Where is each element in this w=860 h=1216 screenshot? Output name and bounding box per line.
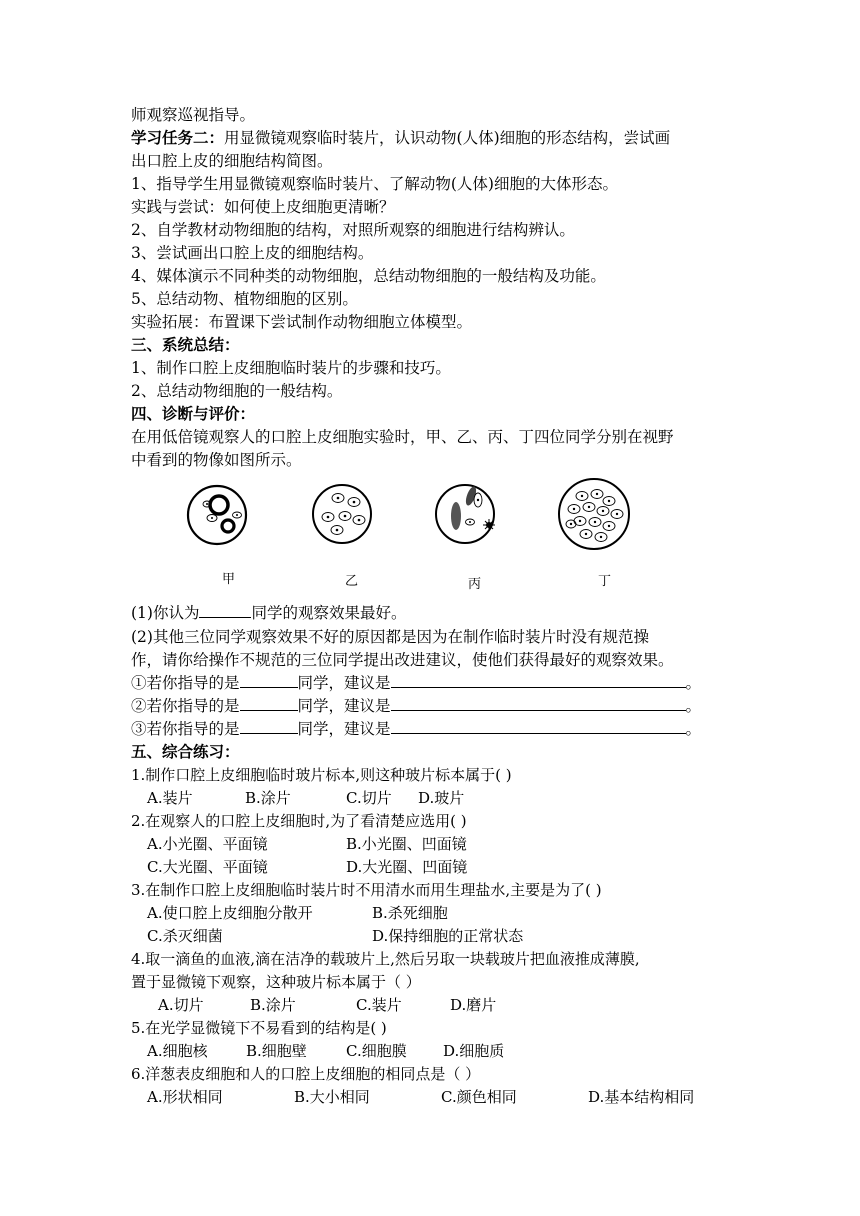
suggestion-end: 。 <box>685 720 702 738</box>
exercise-1-option-b: B.涂片 <box>245 789 291 807</box>
exercise-3-option-d: D.保持细胞的正常状态 <box>372 927 524 945</box>
suggestion-mid: 同学，建议是 <box>297 697 391 715</box>
suggestion-blank[interactable] <box>391 696 686 711</box>
student-blank[interactable] <box>240 719 298 734</box>
question-1 <box>131 602 406 624</box>
suggestion-prefix: ①若你指导的是 <box>131 674 240 692</box>
question-2-line-1: (2)其他三位同学观察效果不好的原因都是因为在制作临时装片时没有规范操 <box>131 628 649 646</box>
text-line: 中看到的物像如图所示。 <box>131 451 302 469</box>
exercise-1-option-d: D.玻片 <box>418 789 465 807</box>
text-line: 1、制作口腔上皮细胞临时装片的步骤和技巧。 <box>131 359 451 377</box>
suggestion-prefix: ②若你指导的是 <box>131 697 240 715</box>
exercise-2-option-c: C.大光圈、平面镜 <box>147 858 268 876</box>
task-two-text: 用显微镜观察临时装片，认识动物(人体)细胞的形态结构，尝试画 <box>224 129 671 147</box>
text-line: 4、媒体演示不同种类的动物细胞，总结动物细胞的一般结构及功能。 <box>131 267 606 285</box>
text-line: 5、总结动物、植物细胞的区别。 <box>131 290 358 308</box>
suggestion-mid: 同学，建议是 <box>297 720 391 738</box>
suggestion-1 <box>131 672 701 694</box>
section-heading-3: 三、系统总结： <box>131 335 240 354</box>
suggestion-blank[interactable] <box>391 673 686 688</box>
exercise-6: 6.洋葱表皮细胞和人的口腔上皮细胞的相同点是（ ） <box>131 1065 481 1083</box>
exercise-4-option-b: B.涂片 <box>250 996 296 1014</box>
figure-label-jia: 甲 <box>222 572 236 587</box>
view-jia <box>188 486 246 544</box>
exercise-3-option-c: C.杀灭细菌 <box>147 927 223 945</box>
text-line: 1、指导学生用显微镜观察临时装片、了解动物(人体)细胞的大体形态。 <box>131 175 618 193</box>
text-line: 实践与尝试：如何使上皮细胞更清晰？ <box>131 198 395 216</box>
suggestion-prefix: ③若你指导的是 <box>131 720 240 738</box>
exercise-3-option-b: B.杀死细胞 <box>372 904 448 922</box>
exercise-5-option-b: B.细胞壁 <box>246 1042 307 1060</box>
exercise-6-option-b: B.大小相同 <box>294 1088 370 1106</box>
exercise-2-option-d: D.大光圈、凹面镜 <box>346 858 468 876</box>
suggestion-end: 。 <box>685 674 702 692</box>
exercise-6-option-a: A.形状相同 <box>147 1088 223 1106</box>
exercise-4-line-1: 4.取一滴鱼的血液,滴在洁净的载玻片上,然后另取一块载玻片把血液推成薄膜, <box>131 950 640 968</box>
section-heading-5: 五、综合练习： <box>131 742 240 761</box>
exercise-3-option-a: A.使口腔上皮细胞分散开 <box>147 904 313 922</box>
text-line: 实验拓展：布置课下尝试制作动物细胞立体模型。 <box>131 313 473 331</box>
student-blank[interactable] <box>240 696 298 711</box>
text-line: 出口腔上皮的细胞结构简图。 <box>131 152 333 170</box>
text-line: 师观察巡视指导。 <box>131 106 256 124</box>
exercise-2: 2.在观察人的口腔上皮细胞时,为了看清楚应选用( ) <box>131 812 467 830</box>
exercise-6-option-d: D.基本结构相同 <box>588 1088 695 1106</box>
text-line: 在用低倍镜观察人的口腔上皮细胞实验时，甲、乙、丙、丁四位同学分别在视野 <box>131 428 674 446</box>
figure-label-bing: 丙 <box>468 577 482 592</box>
figure-label-yi: 乙 <box>345 574 359 589</box>
answer-blank[interactable] <box>199 603 251 618</box>
student-blank[interactable] <box>240 673 298 688</box>
exercise-3: 3.在制作口腔上皮细胞临时装片时不用清水而用生理盐水,主要是为了( ) <box>131 881 602 899</box>
exercise-6-option-c: C.颜色相同 <box>441 1088 517 1106</box>
suggestion-end: 。 <box>685 697 702 715</box>
exercise-5-option-c: C.细胞膜 <box>346 1042 407 1060</box>
question-1-prefix: (1)你认为 <box>131 604 200 622</box>
exercise-1: 1.制作口腔上皮细胞临时玻片标本,则这种玻片标本属于( ) <box>131 766 512 784</box>
exercise-4-option-a: A.切片 <box>158 996 204 1014</box>
figure-label-ding: 丁 <box>598 574 612 589</box>
text-line: 2、总结动物细胞的一般结构。 <box>131 382 343 400</box>
question-2-line-2: 作，请你给操作不规范的三位同学提出改进建议，使他们获得最好的观察效果。 <box>131 651 674 669</box>
section-heading-4: 四、诊断与评价： <box>131 404 256 423</box>
view-bing <box>436 485 495 543</box>
view-yi <box>313 485 371 543</box>
exercise-5-option-a: A.细胞核 <box>147 1042 208 1060</box>
task-two-heading: 学习任务二： <box>131 128 225 147</box>
exercise-1-option-c: C.切片 <box>346 789 392 807</box>
question-1-suffix: 同学的观察效果最好。 <box>251 604 407 622</box>
suggestion-blank[interactable] <box>391 719 686 734</box>
exercise-2-option-a: A.小光圈、平面镜 <box>147 835 268 853</box>
exercise-2-option-b: B.小光圈、凹面镜 <box>346 835 467 853</box>
text-line: 2、自学教材动物细胞的结构，对照所观察的细胞进行结构辨认。 <box>131 221 575 239</box>
view-ding <box>559 479 629 549</box>
suggestion-mid: 同学，建议是 <box>297 674 391 692</box>
exercise-1-option-a: A.装片 <box>147 789 193 807</box>
exercise-4-option-d: D.磨片 <box>450 996 497 1014</box>
text-line: 3、尝试画出口腔上皮的细胞结构。 <box>131 244 374 262</box>
exercise-4-option-c: C.装片 <box>356 996 402 1014</box>
suggestion-2 <box>131 695 701 717</box>
exercise-5-option-d: D.细胞质 <box>443 1042 505 1060</box>
exercise-5: 5.在光学显微镜下不易看到的结构是( ) <box>131 1019 387 1037</box>
suggestion-3 <box>131 718 701 740</box>
exercise-4-line-2: 置于显微镜下观察，这种玻片标本属于（ ） <box>131 973 421 991</box>
